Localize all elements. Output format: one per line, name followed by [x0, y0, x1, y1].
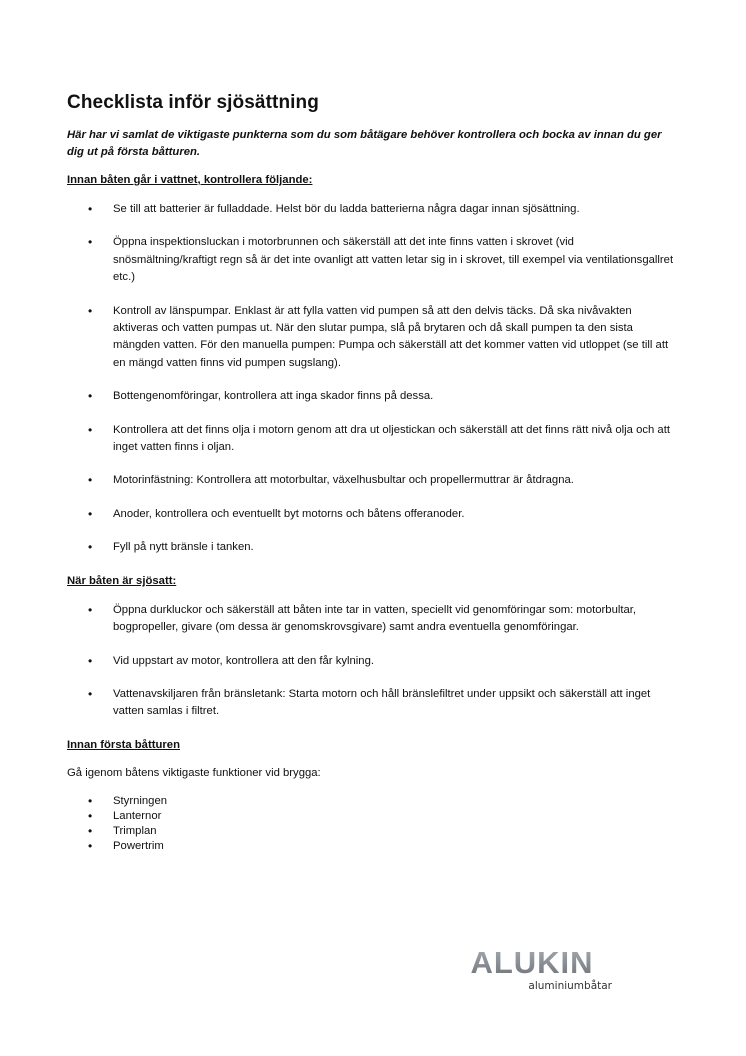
- logo-wordmark: ALUKIN: [470, 945, 594, 980]
- list-item: • Vattenavskiljaren från bränsletank: Starta motorn och håll bränslefiltret under uppsikt och säkerställ att inget vatten samlas i filtret.: [67, 686, 679, 721]
- list-item: • Kontrollera att det finns olja i motorn genom att dra ut oljestickan och säkerställ att det finns rätt nivå olja och att inget vatten finns i oljan.: [67, 422, 679, 457]
- section-heading-before-launch: Innan båten går i vattnet, kontrollera följande:: [67, 174, 313, 186]
- first-trip-text: Gå igenom båtens viktigaste funktioner vid brygga:: [67, 766, 321, 779]
- checklist-first-trip: [67, 794, 679, 855]
- list-item: • Lanternor: [67, 809, 679, 824]
- section-heading-first-trip: Innan första båtturen: [67, 738, 180, 751]
- list-item: • Motorinfästning: Kontrollera att motorbultar, växelhusbultar och propellermuttrar är åtdragna.: [67, 472, 679, 489]
- logo-tagline: aluminiumbåtar: [528, 980, 612, 992]
- list-item: • Kontroll av länspumpar. Enklast är att fylla vatten vid pumpen så att den delvis täcks. Då ska nivåvakten aktiveras och vatten pumpas ut. När den slutar pumpa, slå på brytaren och då skall pumpen ta den sista mängden vatten. För den manuella pumpen: Pumpa och säkerställ att det kommer vatten vid utloppet (se till att en mängd vatten finns vid pumpen sugslang).: [67, 303, 679, 373]
- list-item: • Styrningen: [67, 794, 679, 809]
- checklist-before-launch: [67, 201, 679, 557]
- list-item: • Bottengenomföringar, kontrollera att inga skador finns på dessa.: [67, 388, 679, 405]
- list-item: • Vid uppstart av motor, kontrollera att den får kylning.: [67, 653, 679, 670]
- document-page: [67, 92, 679, 855]
- list-item: • Se till att batterier är fulladdade. Helst bör du ladda batterierna några dagar innan sjösättning.: [67, 201, 679, 218]
- list-item: • Öppna durkluckor och säkerställ att båten inte tar in vatten, speciellt vid genomföringar som: motorbultar, bogpropeller, givare (om dessa är genomskrovsgivare) samt andra eventuella genomföringar.: [67, 602, 679, 637]
- alukin-logo: [448, 944, 616, 994]
- list-item: • Trimplan: [67, 824, 679, 839]
- section-heading-after-launch: När båten är sjösatt:: [67, 574, 177, 587]
- list-item: • Anoder, kontrollera och eventuellt byt motorns och båtens offeranoder.: [67, 506, 679, 523]
- list-item: • Fyll på nytt bränsle i tanken.: [67, 539, 679, 556]
- list-item: • Öppna inspektionsluckan i motorbrunnen och säkerställ att det inte finns vatten i skrovet (vid snösmältning/kraftigt regn så är det inte ovanligt att vatten letar sig in i skrovet, till exempel via ventilationsgallret etc.): [67, 234, 679, 286]
- page-title: Checklista inför sjösättning: [67, 92, 319, 113]
- checklist-after-launch: [67, 602, 679, 721]
- intro-text: Här har vi samlat de viktigaste punkterna som du som båtägare behöver kontrollera och bocka av innan du ger dig ut på första båtturen.: [67, 129, 662, 158]
- list-item: • Powertrim: [67, 839, 679, 854]
